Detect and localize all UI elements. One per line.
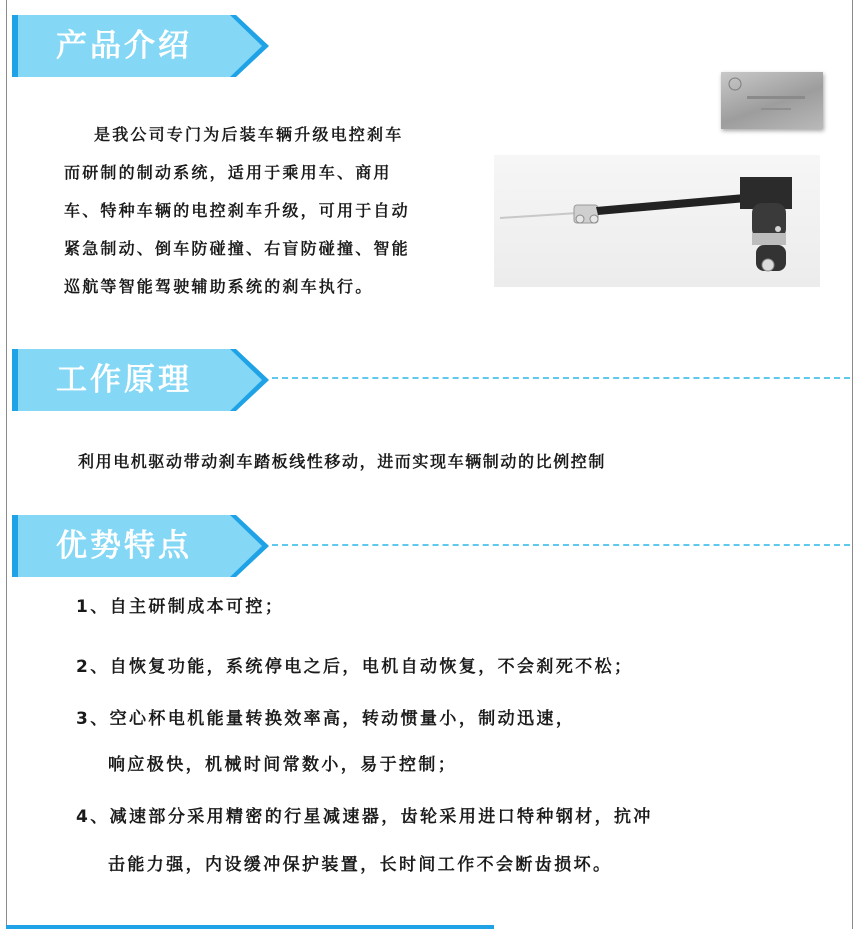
intro-line: 而研制的制动系统，适用于乘用车、商用 [64,163,392,182]
intro-line: 车、特种车辆的电控刹车升级，可用于自动 [64,201,410,220]
section-title-intro: 产品介绍 [56,28,192,64]
feature-item: 2、自恢复功能，系统停电之后，电机自动恢复，不会刹死不松； [76,657,634,677]
intro-line: 巡航等智能驾驶辅助系统的刹车执行。 [64,277,374,296]
principle-text: 利用电机驱动带动刹车踏板线性移动，进而实现车辆制动的比例控制 [78,452,607,471]
intro-line: 紧急制动、倒车防碰撞、右盲防碰撞、智能 [64,239,410,258]
actuator-drawing [494,155,820,287]
frame-right-border [852,0,853,929]
feature-item: 3、空心杯电机能量转换效率高，转动惯量小，制动迅速， [76,709,576,729]
dashed-divider [272,377,850,379]
feature-item: 1、自主研制成本可控； [76,597,285,617]
actuator-photo [494,155,820,287]
feature-item-continued: 响应极快，机械时间常数小，易于控制； [108,755,458,775]
section-banner-features [12,515,272,577]
dashed-divider [272,544,850,546]
intro-line: 是我公司专门为后装车辆升级电控刹车 [94,125,404,144]
nameplate-detail [721,72,823,129]
feature-item: 4、减速部分采用精密的行星减速器，齿轮采用进口特种钢材，抗冲 [76,807,653,827]
section-banner-principle [12,349,272,411]
section-title-features: 优势特点 [56,528,192,564]
bottom-accent-bar [6,925,494,929]
section-title-principle: 工作原理 [56,362,192,398]
frame-left-border [6,0,7,929]
nameplate-photo [721,72,823,129]
feature-item-continued: 击能力强，内设缓冲保护装置，长时间工作不会断齿损坏。 [108,855,613,875]
section-banner-intro [12,15,272,77]
intro-paragraph [64,116,474,306]
